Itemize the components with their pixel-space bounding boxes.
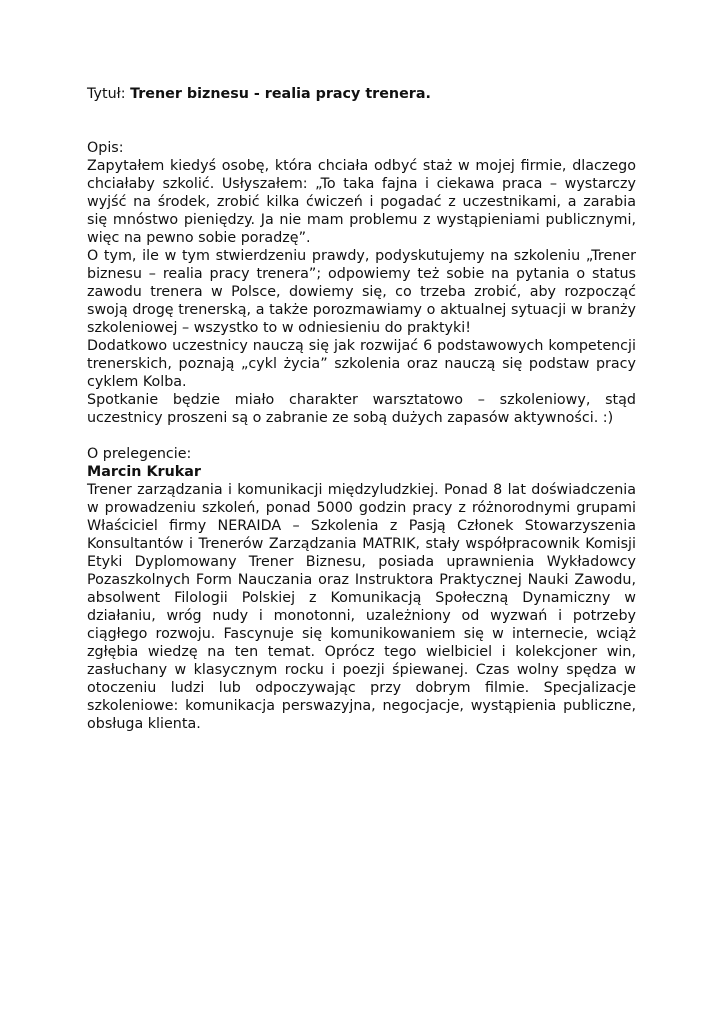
title-label: Tytuł:: [87, 86, 126, 102]
description-paragraph: O tym, ile w tym stwierdzeniu prawdy, podyskutujemy na szkoleniu „Trener biznesu – realia pracy trenera”; odpowiemy też sobie na pytania o status zawodu trenera w Polsce, dowiemy się, co trzeba zrobić, aby rozpocząć swoją drogę trenerską, a także porozmawiamy o aktualnej sytuacji w branży szkoleniowej – wszystko to w odniesieniu do praktyki!: [87, 248, 636, 336]
description-paragraph: Zapytałem kiedyś osobę, która chciała odbyć staż w mojej firmie, dlaczego chciałaby szkolić. Usłyszałem: „To taka fajna i ciekawa praca – wystarczy wyjść na środek, zrobić kilka ćwiczeń i pogadać z uczestnikami, a zarabia się mnóstwo pieniędzy. Ja nie mam problemu z wystąpieniami publicznymi, więc na pewno sobie poradzę”.: [87, 158, 636, 246]
document-page: [87, 85, 636, 733]
speaker-label: O prelegencie:: [87, 446, 192, 462]
description-label: Opis:: [87, 140, 124, 156]
description-paragraph: Spotkanie będzie miało charakter warsztatowo – szkoleniowy, stąd uczestnicy proszeni są o zabranie ze sobą dużych zapasów aktywności. :): [87, 392, 636, 426]
speaker-bio: Trener zarządzania i komunikacji międzyludzkiej. Ponad 8 lat doświadczenia w prowadzeniu szkoleń, ponad 5000 godzin pracy z różnorodnymi grupami Właściciel firmy NERAIDA – Szkolenia z Pasją Członek Stowarzyszenia Konsultantów i Trenerów Zarządzania MATRIK, stały współpracownik Komisji Etyki Dyplomowany Trener Biznesu, posiada uprawnienia Wykładowcy Pozaszkolnych Form Nauczania oraz Instruktora Praktycznej Nauki Zawodu, absolwent Filologii Polskiej z Komunikacją Społeczną Dynamiczny w działaniu, wróg nudy i monotonni, uzależniony od wyzwań i potrzeby ciągłego rozwoju. Fascynuje się komunikowaniem się w internecie, wciąż zgłębia wiedzę na ten temat. Oprócz tego wielbiciel i kolekcjoner win, zasłuchany w klasycznym rocku i poezji śpiewanej. Czas wolny spędza w otoczeniu ludzi lub odpoczywając przy dobrym filmie. Specjalizacje szkoleniowe: komunikacja perswazyjna, negocjacje, wystąpienia publiczne, obsługa klienta.: [87, 482, 636, 732]
document-title: Trener biznesu - realia pracy trenera.: [130, 86, 431, 102]
title-line: [87, 85, 636, 103]
description-paragraph: Dodatkowo uczestnicy nauczą się jak rozwijać 6 podstawowych kompetencji trenerskich, poznają „cykl życia” szkolenia oraz nauczą się podstaw pracy cyklem Kolba.: [87, 338, 636, 390]
speaker-name: Marcin Krukar: [87, 464, 201, 480]
